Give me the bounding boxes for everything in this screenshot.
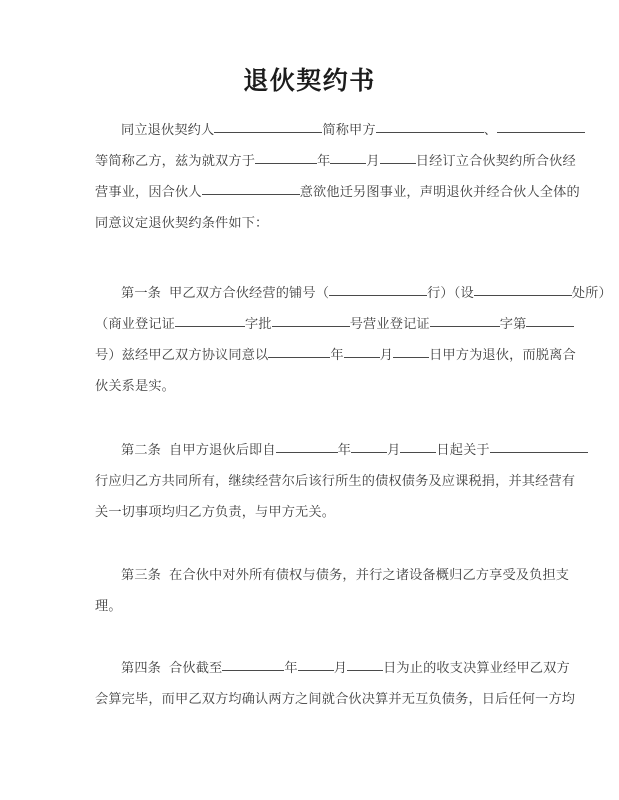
fill-in-blank[interactable] bbox=[268, 344, 330, 358]
text-line bbox=[95, 115, 525, 146]
text-run: 关一切事项均归乙方负责，与甲方无关。 bbox=[95, 505, 336, 520]
text-run: 日经订立合伙契约所合伙经 bbox=[415, 154, 576, 169]
text-run: 年 bbox=[337, 443, 352, 458]
text-line bbox=[95, 466, 576, 497]
clause-section-4 bbox=[95, 653, 576, 715]
text-run: 处所） bbox=[571, 286, 612, 301]
text-run: 行应归乙方共同所有，继续经营尔后该行所生的债权债务及应课税捐，并其经营有 bbox=[95, 474, 576, 489]
text-line bbox=[95, 497, 525, 528]
text-run: 伙关系是实。 bbox=[95, 379, 176, 394]
fill-in-blank[interactable] bbox=[222, 657, 284, 671]
text-line bbox=[95, 653, 570, 684]
text-line bbox=[95, 146, 576, 177]
intro-paragraph bbox=[95, 115, 580, 239]
text-run: 年 bbox=[330, 348, 344, 363]
text-run: 、 bbox=[483, 123, 498, 138]
text-run: 月 bbox=[387, 443, 401, 458]
text-line bbox=[95, 278, 612, 309]
text-run: 甲乙双方合伙经营的铺号（ bbox=[169, 286, 330, 301]
fill-in-blank[interactable] bbox=[255, 150, 317, 164]
text-run: 日为止的收支决算业经甲乙双方 bbox=[383, 661, 570, 676]
text-run: 等简称乙方，兹为就双方于 bbox=[95, 154, 256, 169]
fill-in-blank[interactable] bbox=[214, 119, 322, 133]
text-run: 同立退伙契约人 bbox=[121, 123, 215, 138]
fill-in-blank[interactable] bbox=[276, 439, 338, 453]
clause-section-2 bbox=[95, 435, 576, 528]
text-run: 第三条 bbox=[121, 568, 162, 583]
fill-in-blank[interactable] bbox=[474, 282, 572, 296]
text-run: 年 bbox=[284, 661, 298, 676]
text-run: 自甲方退伙后即自 bbox=[169, 443, 276, 458]
text-run: 意欲他迁另图事业，声明退伙并经合伙人全体的 bbox=[299, 185, 580, 200]
fill-in-blank[interactable] bbox=[298, 657, 334, 671]
text-run: 日起关于 bbox=[436, 443, 490, 458]
text-run: 号营业登记证 bbox=[349, 317, 430, 332]
text-run: 日甲方为退伙，而脱离合 bbox=[429, 348, 576, 363]
clause-section-1 bbox=[95, 278, 612, 402]
text-run: 第二条 bbox=[121, 443, 162, 458]
text-line bbox=[95, 208, 525, 239]
text-line bbox=[95, 560, 570, 591]
fill-in-blank[interactable] bbox=[490, 439, 588, 453]
fill-in-blank[interactable] bbox=[526, 313, 574, 327]
fill-in-blank[interactable] bbox=[497, 119, 585, 133]
text-run: 月 bbox=[366, 154, 380, 169]
fill-in-blank[interactable] bbox=[351, 439, 387, 453]
fill-in-blank[interactable] bbox=[347, 657, 383, 671]
document-title: 退伙契约书 bbox=[243, 66, 376, 95]
fill-in-blank[interactable] bbox=[380, 150, 416, 164]
text-run: 第四条 bbox=[121, 661, 162, 676]
text-run: 号）兹经甲乙双方协议同意以 bbox=[95, 348, 269, 363]
text-line bbox=[95, 177, 580, 208]
fill-in-blank[interactable] bbox=[272, 313, 350, 327]
text-run: 合伙截至 bbox=[169, 661, 223, 676]
text-run: 营事业，因合伙人 bbox=[95, 185, 202, 200]
text-line bbox=[95, 591, 525, 622]
text-run: 字第 bbox=[499, 317, 527, 332]
fill-in-blank[interactable] bbox=[329, 282, 427, 296]
clause-section-3 bbox=[95, 560, 570, 622]
text-line bbox=[95, 371, 525, 402]
fill-in-blank[interactable] bbox=[400, 439, 436, 453]
text-run: 会算完毕，而甲乙双方均确认两方之间就合伙决算并无互负债务，日后任何一方均 bbox=[95, 692, 576, 707]
fill-in-blank[interactable] bbox=[430, 313, 500, 327]
text-run: 在合伙中对外所有债权与债务，并行之诸设备概归乙方享受及负担支 bbox=[169, 568, 570, 583]
text-line bbox=[95, 309, 525, 340]
text-line bbox=[95, 435, 525, 466]
fill-in-blank[interactable] bbox=[376, 119, 484, 133]
text-run: 第一条 bbox=[121, 286, 162, 301]
text-run: （商业登记证 bbox=[95, 317, 176, 332]
text-line bbox=[95, 684, 576, 715]
text-line bbox=[95, 340, 576, 371]
text-run: 理。 bbox=[95, 599, 122, 614]
text-run: 月 bbox=[379, 348, 394, 363]
fill-in-blank[interactable] bbox=[175, 313, 245, 327]
text-run: 年 bbox=[317, 154, 331, 169]
fill-in-blank[interactable] bbox=[393, 344, 429, 358]
fill-in-blank[interactable] bbox=[344, 344, 380, 358]
text-run: 月 bbox=[333, 661, 348, 676]
fill-in-blank[interactable] bbox=[202, 181, 300, 195]
fill-in-blank[interactable] bbox=[330, 150, 366, 164]
text-run: 字批 bbox=[245, 317, 272, 332]
text-run: 简称甲方 bbox=[322, 123, 376, 138]
text-run: 行）（设 bbox=[427, 286, 474, 301]
text-run: 同意议定退伙契约条件如下： bbox=[95, 216, 269, 231]
